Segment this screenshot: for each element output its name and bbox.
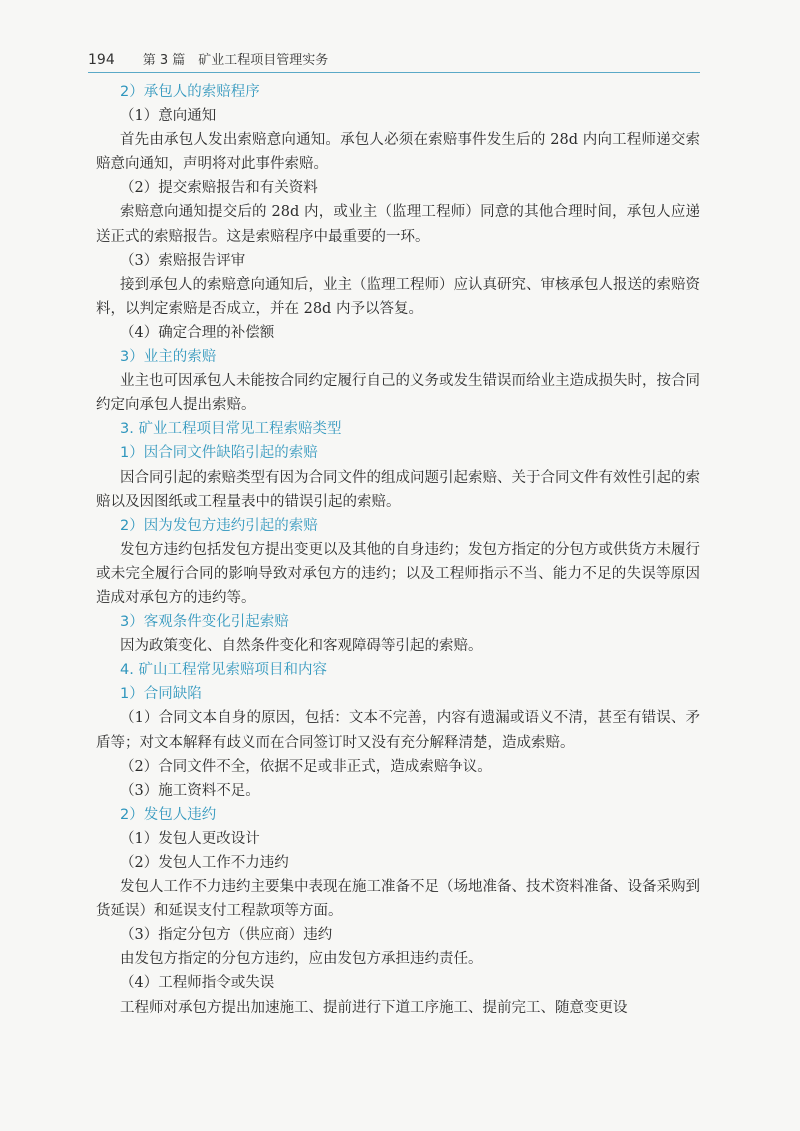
paragraph-text: 索赔意向通知提交后的 28d 内，或业主（监理工程师）同意的其他合理时间，承包人应递送正式的索赔报告。这是索赔程序中最重要的一环。 [96,204,700,245]
page-body [96,80,700,1020]
paragraph-text: 首先由承包人发出索赔意向通知。承包人必须在索赔事件发生后的 28d 内向工程师递交索赔意向通知，声明将对此事件索赔。 [96,132,700,173]
list-item: （1）意向通知 [120,108,217,125]
section-heading: 3）客观条件变化引起索赔 [120,614,289,631]
list-item: （3）施工资料不足。 [120,782,260,799]
list-item: （2）发包人工作不力违约 [120,855,289,871]
paragraph [96,634,700,658]
list-item: （4）工程师指令或失误 [120,975,275,992]
paragraph [96,947,700,971]
section-heading: 1）因合同文件缺陷引起的索赔 [120,445,318,462]
list-item: （4）确定合理的补偿额 [120,324,275,341]
paragraph-text: 工程师对承包方提出加速施工、提前进行下道工序施工、提前完工、随意变更设 [120,999,628,1016]
page-number: 194 [88,52,115,68]
running-title: 第 3 篇 矿业工程项目管理实务 [142,53,329,68]
section-heading: 2）因为发包方违约引起的索赔 [120,517,318,534]
paragraph [96,200,700,248]
paragraph-text: 发包方违约包括发包方提出变更以及其他的自身违约；发包方指定的分包方或供货方未履行或未完全履行合同的影响导致对承包方的违约；以及工程师指示不当、能力不足的失误等原因造成对承包方的违约等。 [96,541,700,606]
paragraph [96,706,700,754]
list-item: （1）发包人更改设计 [120,830,260,847]
paragraph-text: 业主也可因承包人未能按合同约定履行自己的义务或发生错误而给业主造成损失时，按合同约定向承包人提出索赔。 [96,373,700,414]
section-heading: 3）业主的索赔 [120,349,217,366]
paragraph [96,875,700,923]
section-heading: 1）合同缺陷 [120,686,202,703]
paragraph-text: （1）合同文本自身的原因，包括：文本不完善，内容有遗漏或语义不清，甚至有错误、矛盾等；对文本解释有歧义而在合同签订时又没有充分解释清楚，造成索赔。 [96,710,700,751]
list-item: （3）索赔报告评审 [120,252,246,269]
paragraph-text: 接到承包人的索赔意向通知后，业主（监理工程师）应认真研究、审核承包人报送的索赔资料，以判定索赔是否成立，并在 28d 内予以答复。 [96,276,700,317]
section-heading: 4. 矿山工程常见索赔项目和内容 [120,662,327,679]
paragraph [96,273,700,321]
list-item: （2）提交索赔报告和有关资料 [120,180,318,197]
paragraph [96,538,700,610]
paragraph [96,128,700,176]
section-heading: 2）承包人的索赔程序 [120,84,260,100]
paragraph-text: 因为政策变化、自然条件变化和客观障碍等引起的索赔。 [120,638,483,655]
paragraph [96,996,700,1020]
paragraph [96,466,700,514]
paragraph [96,369,700,417]
paragraph-text: 由发包方指定的分包方违约，应由发包方承担违约责任。 [120,951,483,968]
page-header [88,44,700,73]
list-item: （2）合同文件不全，依据不足或非正式，造成索赔争议。 [120,758,492,775]
section-heading: 3. 矿业工程项目常见工程索赔类型 [120,421,342,438]
section-heading: 2）发包人违约 [120,806,217,823]
list-item: （3）指定分包方（供应商）违约 [120,927,333,944]
paragraph-text: 因合同引起的索赔类型有因为合同文件的组成问题引起索赔、关于合同文件有效性引起的索赔以及因图纸或工程量表中的错误引起的索赔。 [96,469,700,510]
paragraph-text: 发包人工作不力违约主要集中表现在施工准备不足（场地准备、技术资料准备、设备采购到货延误）和延误支付工程款项等方面。 [96,879,700,920]
